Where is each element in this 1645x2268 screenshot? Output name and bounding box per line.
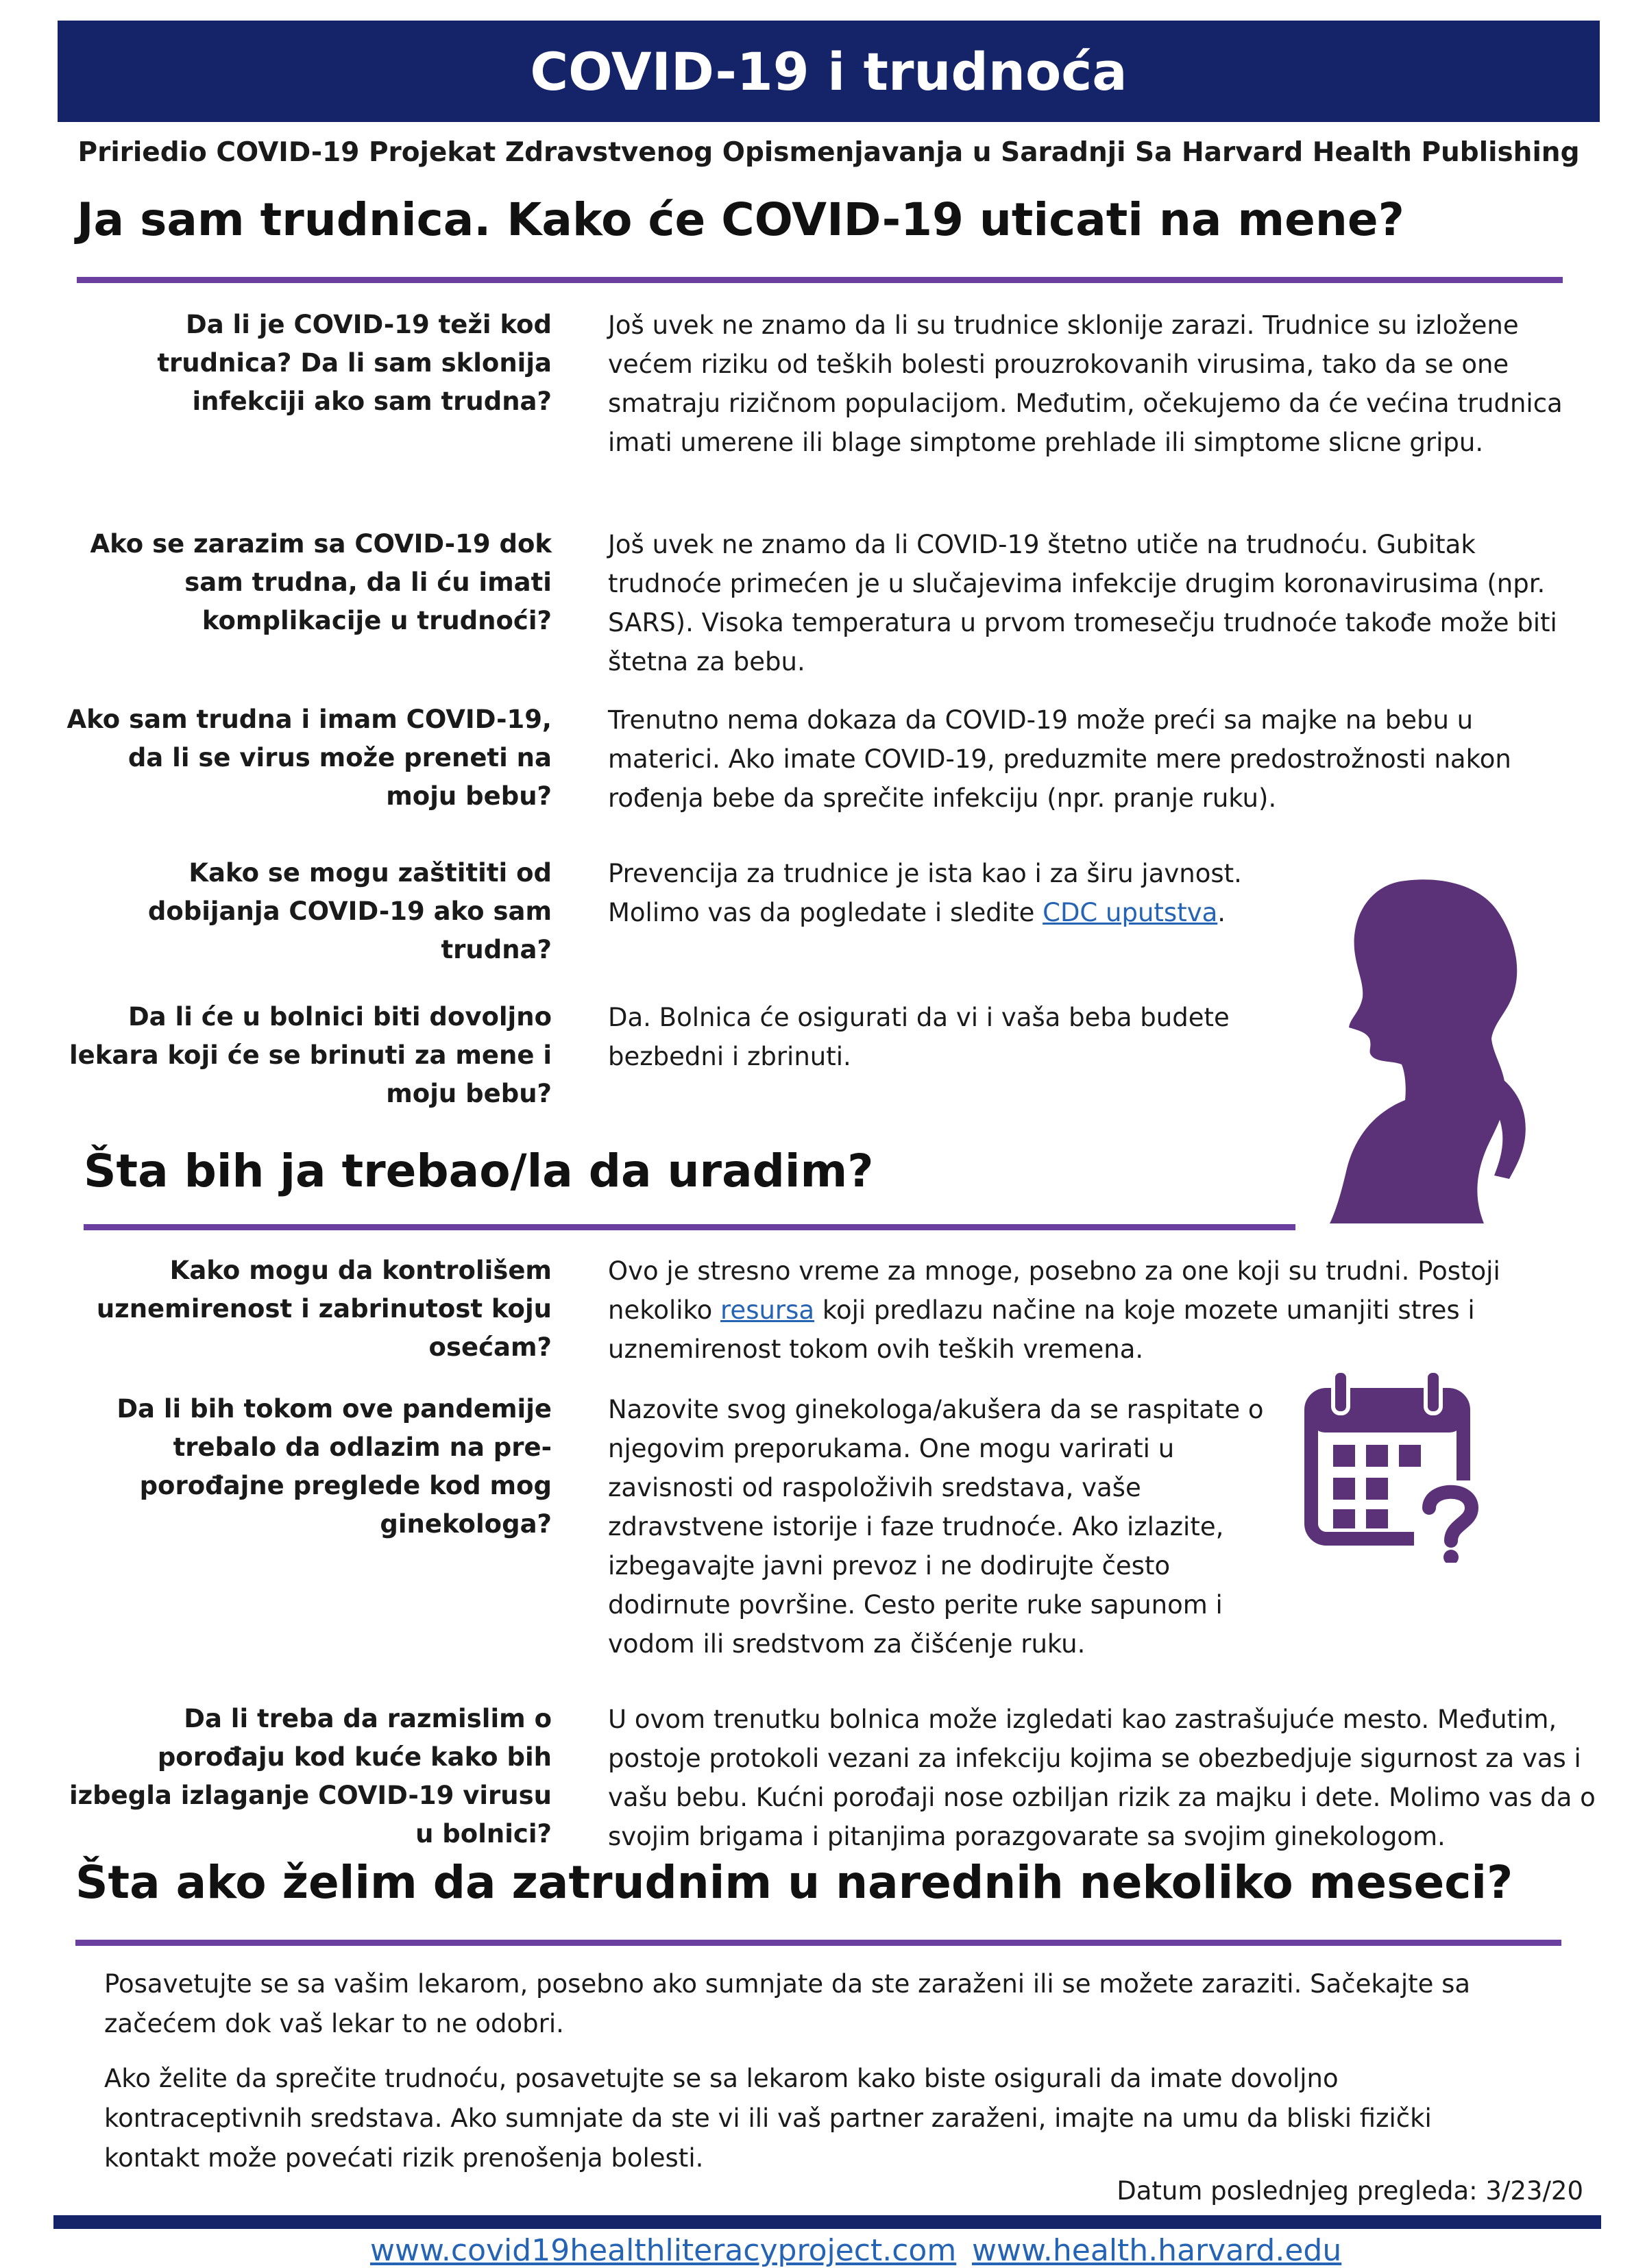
section1-answer-1: Još uvek ne znamo da li su trudnice sklonije zarazi. Trudnice su izložene većem riziku od teških bolesti prouzrokovanih virusima, tako da se one smatraju rizičnom populacijom. Međutim, očekujemo da će većina trudnica imati umerene ili blage simptome prehlade ili simptome slicne gripu.: [608, 310, 1563, 457]
section1-heading: Ja sam trudnica. Kako će COVID-19 uticati na mene?: [77, 193, 1404, 246]
resources-link[interactable]: resursa: [720, 1295, 815, 1325]
section2-question-1: Kako mogu da kontrolišem uznemirenost i zabrinutost koju osećam?: [96, 1256, 552, 1362]
covid19-project-link[interactable]: www.covid19healthliteracyproject.com: [370, 2233, 957, 2268]
answer-4-line2-text: Molimo vas da pogledate i sledite: [608, 898, 1043, 927]
section1-answer-4: [608, 854, 1328, 932]
section2-question-2: Da li bih tokom ove pandemije trebalo da odlazim na pre-porođajne preglede kod mog ginekologa?: [117, 1394, 552, 1539]
section3-paragraph-2: Ako želite da sprečite trudnoću, posavetujte se sa lekarom kako biste osigurali da imate dovoljno kontraceptivnih sredstava. Ako sumnjate da ste vi ili vaš partner zaraženi, imajte na umu da bliski fizički kontakt može povećati rizik prenošenja bolesti.: [104, 2064, 1432, 2173]
cdc-guidelines-link[interactable]: CDC uputstva: [1043, 898, 1218, 927]
last-reviewed-date: Datum poslednjeg pregleda: 3/23/20: [1117, 2176, 1583, 2206]
section1-answer-3: Trenutno nema dokaza da COVID-19 može preći sa majke na bebu u materici. Ako imate COVID-19, preduzmite mere predostrožnosti nakon rođenja bebe da sprečite infekciju (npr. pranje ruku).: [608, 705, 1511, 813]
section3-heading: Šta ako želim da zatrudnim u narednih nekoliko meseci?: [75, 1856, 1513, 1909]
footer-bar: [53, 2215, 1601, 2229]
section2-divider: [84, 1224, 1295, 1230]
section1-question-3: Ako sam trudna i imam COVID-19, da li se virus može preneti na moju bebu?: [66, 705, 552, 811]
section2-heading: Šta bih ja trebao/la da uradim?: [84, 1145, 874, 1197]
section2-answer-2: Nazovite svog ginekologa/akušera da se raspitate o njegovim preporukama. One mogu varirati u zavisnosti od raspoloživih sredstava, vaše zdravstvene istorije i faze trudnoće. Ako izlazite, izbegavajte javni prevoz i ne dodirujte često dodirnute površine. Cesto perite ruke sapunom i vodom ili sredstvom za čišćenje ruku.: [608, 1395, 1264, 1659]
title-banner: [58, 21, 1600, 122]
section1-question-2: Ako se zarazim sa COVID-19 dok sam trudna, da li ću imati komplikacije u trudnoći?: [90, 529, 552, 635]
harvard-health-link[interactable]: www.health.harvard.edu: [972, 2233, 1342, 2268]
section1-answer-5: Da. Bolnica će osigurati da vi i vaša beba budete bezbedni i zbrinuti.: [608, 1003, 1230, 1071]
answer-2-1-text: Ovo je stresno vreme za mnoge, posebno za one koji su trudni. Postoji nekoliko: [608, 1256, 1500, 1325]
section1-question-4: Kako se mogu zaštititi od dobijanja COVID-19 ako sam trudna?: [147, 858, 552, 964]
section1-question-1: Da li je COVID-19 teži kod trudnica? Da li sam sklonija infekciji ako sam trudna?: [157, 310, 552, 416]
section3-divider: [75, 1940, 1561, 1946]
section1-question-5: Da li će u bolnici biti dovoljno lekara koji će se brinuti za mene i moju bebu?: [69, 1002, 552, 1108]
answer-2-1-text-end: koji predlazu načine na koje mozete umanjiti stres i uznemirenost tokom ovih teških vremena.: [608, 1295, 1475, 1364]
answer-4-period: .: [1217, 898, 1226, 927]
section2-answer-3: U ovom trenutku bolnica može izgledati kao zastrašujuće mesto. Međutim, postoje protokoli vezani za infekciju kojima se obezbedjuje sigurnost za vas i vašu bebu. Kućni porođaji nose ozbiljan rizik za majku i dete. Molimo vas da o svojim brigama i pitanjima porazgovarate sa svojim ginekologom.: [608, 1705, 1596, 1851]
page-title: COVID-19 i trudnoća: [530, 40, 1128, 102]
section1-answer-2: Još uvek ne znamo da li COVID-19 štetno utiče na trudnoću. Gubitak trudnoće primećen je u slučajevima infekcije drugim koronavirusima (npr. SARS). Visoka temperatura u prvom tromesečju trudnoće takođe može biti štetna za bebu.: [608, 530, 1557, 676]
pregnant-woman-silhouette-icon: [1289, 867, 1549, 1223]
section1-divider: [77, 277, 1563, 283]
calendar-question-icon: [1299, 1364, 1491, 1563]
answer-4-line1: Prevencija za trudnice je ista kao i za širu javnost.: [608, 859, 1242, 888]
section2-answer-1: [608, 1252, 1568, 1369]
page-subtitle: Pririedio COVID-19 Projekat Zdravstvenog Opismenjavanja u Saradnji Sa Harvard Health Publishing: [77, 137, 1580, 168]
section3-paragraph-1: Posavetujte se sa vašim lekarom, posebno ako sumnjate da ste zaraženi ili se možete zaraziti. Sačekajte sa začećem dok vaš lekar to ne odobri.: [104, 1969, 1471, 2038]
section2-question-3: Da li treba da razmislim o porođaju kod kuće kako bih izbegla izlaganje COVID-19 virusu u bolnici?: [69, 1704, 552, 1849]
